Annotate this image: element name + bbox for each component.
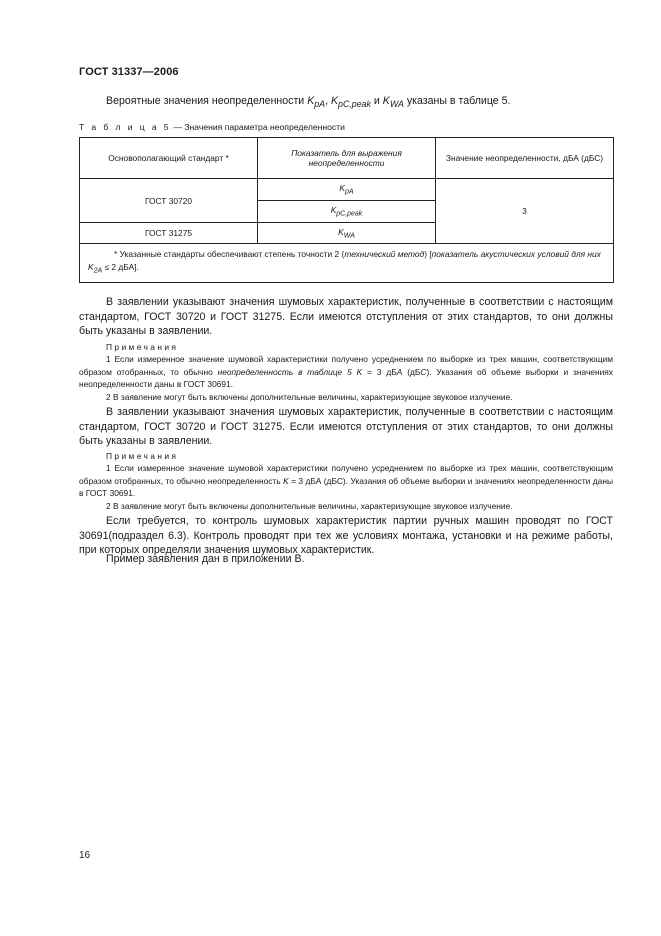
cell-param-kwa: $K_{WA}$ — [258, 223, 436, 244]
table-header-row — [80, 138, 614, 179]
page-number: 16 — [79, 850, 91, 861]
header-value: Значение неопределенности, дБА (дБС) — [436, 138, 614, 179]
notes-title: Примечания — [106, 451, 179, 461]
table-caption: Т а б л и ц а 5 — Значения параметра неопределенности — [79, 122, 345, 132]
paragraph-declaration-2: В заявлении указывают значения шумовых характеристик, полученные в соответствии с настоящим стандартом, ГОСТ 30720 и ГОСТ 31275. Если имеются отступления от этих стандартов, то они должны быть указаны в заявлении. — [79, 406, 613, 448]
paragraph-declaration-1: В заявлении указывают значения шумовых характеристик, полученные в соответствии с настоящим стандартом, ГОСТ 30720 и ГОСТ 31275. Если имеются отступления от этих стандартов, то они должны быть указаны в заявлении. — [79, 296, 613, 338]
header-standard: Основополагающий стандарт * — [80, 138, 258, 179]
header-parameter: Показатель для выражения неопределенности — [258, 138, 436, 179]
cell-param-kpc-peak: $K_{pC,peak}$ — [258, 201, 436, 223]
notes-title: Примечания — [106, 342, 179, 352]
table-row — [80, 179, 614, 201]
table-footnote-row — [80, 244, 614, 283]
notes-block-1 — [79, 341, 613, 403]
document-code-header: ГОСТ 31337—2006 — [79, 66, 179, 78]
table-footnote: * Указанные стандарты обеспечивают степень точности 2 (технический метод) [показатель акустических условий для них $K_{2A} \le 2$ дБА]. — [80, 244, 614, 283]
uncertainty-table — [79, 137, 614, 283]
paragraph-example: Пример заявления дан в приложении В. — [106, 553, 305, 565]
notes-block-2 — [79, 450, 613, 512]
note-1: 1 Если измеренное значение шумовой характеристики получено усреднением по выборке из трех машин, соответствующим образом отобранных, то обычно неопределенность K = 3 дБА (дБС). Указания об объеме выборки и значениях неопределенности даны в ГОСТ 30691. — [79, 463, 613, 499]
cell-standard-31275: ГОСТ 31275 — [80, 223, 258, 244]
note-1: 1 Если измеренное значение шумовой характеристики получено усреднением по выборке из трех машин, соответствующим образом отобранных, то обычно неопределенность в таблице 5 K = 3 дБA (дБC). Указания об объеме выборки и значениях неопределенности даны в ГОСТ 30691. — [79, 354, 613, 390]
intro-paragraph: Вероятные значения неопределенности $K_{pA}$, $K_{pC,peak}$ и $K_{WA}$ указаны в таблице 5. — [106, 95, 511, 110]
cell-value: 3 — [436, 179, 614, 244]
paragraph-control: Если требуется, то контроль шумовых характеристик партии ручных машин проводят по ГОСТ 30691(подраздел 6.3). Контроль проводят при тех же условиях монтажа, установки и на режиме работы, при которых определяли значения шумовых характеристик. — [79, 515, 613, 557]
cell-param-kpa: $K_{pA}$ — [258, 179, 436, 201]
cell-standard-30720: ГОСТ 30720 — [80, 179, 258, 223]
note-2: 2 В заявление могут быть включены дополнительные величины, характеризующие звуковое излучение. — [106, 500, 513, 511]
note-2: 2 В заявление могут быть включены дополнительные величины, характеризующие звуковое излучение. — [106, 391, 513, 402]
